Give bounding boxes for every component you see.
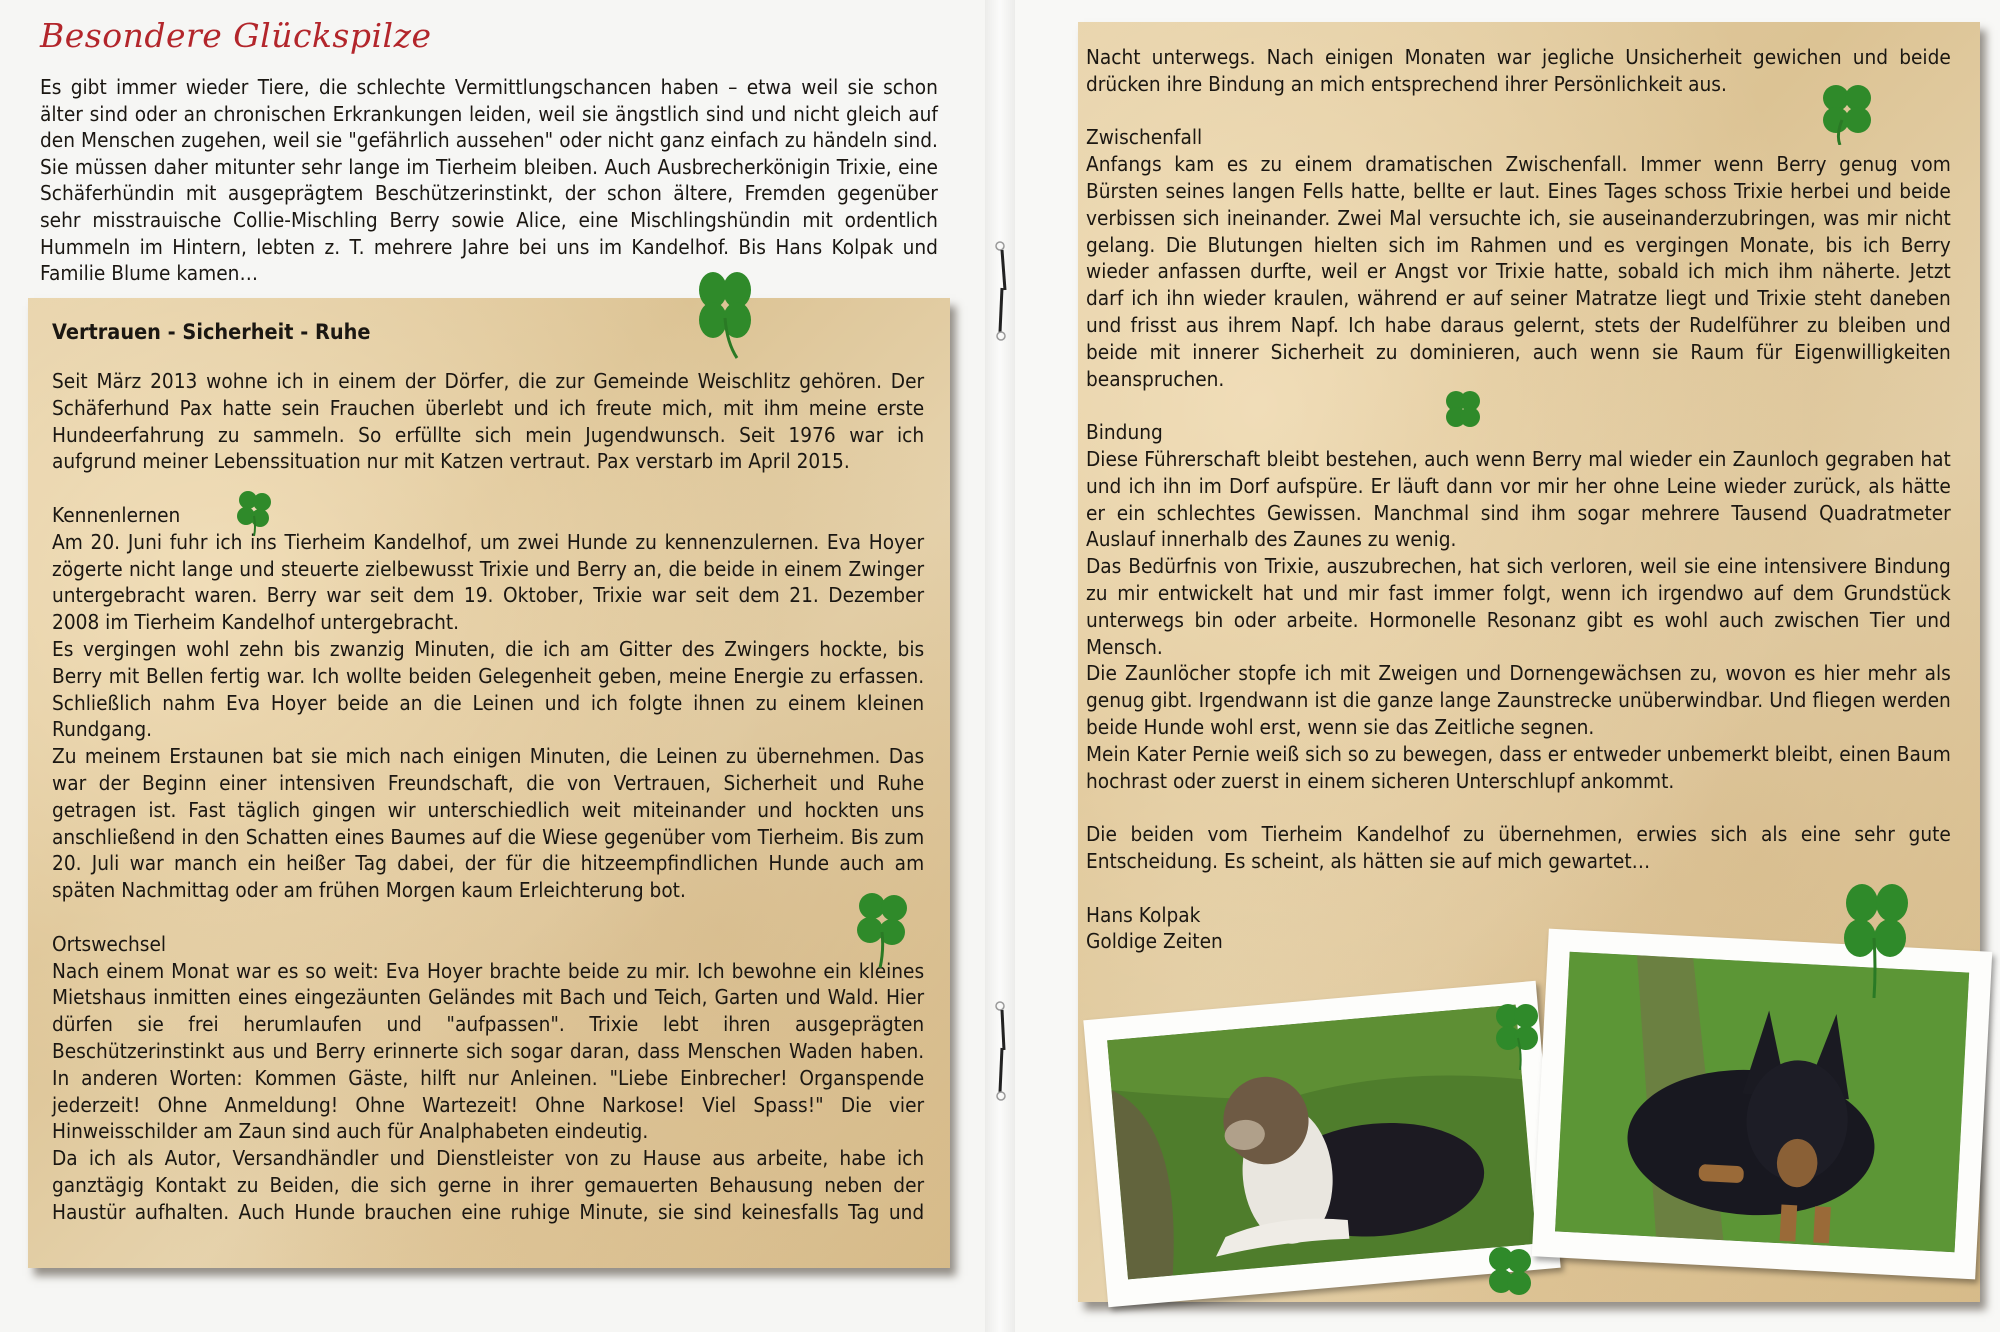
paragraph: Da ich als Autor, Versandhändler und Dienstleister von zu Hause aus arbeite, habe ich ganztägig Kontakt zu Beiden, die sich gerne in ihrer gemauerten Behausung neben der Haustür aufhalten. Auch Hunde brauchen eine ruhige Minute, sie sind keinesfalls Tag und — [52, 1146, 925, 1224]
four-leaf-clover-icon — [848, 888, 918, 968]
paragraph: Nacht unterwegs. Nach einigen Monaten war jegliche Unsicherheit gewichen und beide drücken ihre Bindung an mich entsprechend ihrer Persönlichkeit aus. — [1086, 45, 1951, 96]
four-leaf-clover-icon — [1832, 878, 1922, 998]
section-title-kennenlernen: Kennenlernen — [52, 502, 181, 527]
story-heading: Vertrauen - Sicherheit - Ruhe — [52, 320, 371, 344]
paragraph: Die Zaunlöcher stopfe ich mit Zweigen und Dornengewächsen zu, wovon es hier mehr als genug gibt. Irgendwann ist die ganze lange Zaunstrecke unüberwindbar. Und fliegen werden beide Hunde wohl erst, wenn sie das Zeitliche segnen. — [1086, 661, 1951, 739]
paragraph: Zu meinem Erstaunen bat sie mich nach einigen Minuten, die Leinen zu übernehmen. Das war der Beginn einer intensiven Freundschaft, die von Vertrauen, Sicherheit und Ruhe getragen ist. Fast täglich gingen wir unterschiedlich weit miteinander und hockten uns anschließend in den Schatten eines Baumes auf die Wiese gegenüber vom Tierheim. Bis zum 20. Juli war manch ein heißer Tag dabei, der für die hitzeempfindlichen Hunde auch am späten Nachmittag oder am frühen Morgen kaum Erleichterung bot. — [52, 744, 925, 903]
four-leaf-clover-icon — [1490, 1000, 1545, 1070]
four-leaf-clover-icon — [685, 268, 765, 363]
page-title: Besondere Glückspilze — [40, 16, 432, 55]
paragraph: Seit März 2013 wohne ich in einem der Dörfer, die zur Gemeinde Weischlitz gehören. Der Schäferhund Pax hatte sein Frauchen überlebt und ich freute mich, mit ihm meine erste Hundeerfahrung zu sammeln. So erfüllte sich mein Jugendwunsch. Seit 1976 war ich aufgrund meiner Lebenssituation nur mit Katzen vertraut. Pax verstarb im April 2015. — [52, 369, 925, 474]
story-text-right — [1086, 44, 1951, 955]
dog-photo-collie — [1107, 1005, 1536, 1280]
staple-icon — [990, 240, 1014, 345]
paragraph: Nach einem Monat war es so weit: Eva Hoyer brachte beide zu mir. Ich bewohne ein kleines Mietshaus inmitten eines eingezäunten Geländes mit Bach und Teich, Garten und Wald. Hier dürfen sie frei herumlaufen und "aufpassen". Trixie lebt ihren ausgeprägten Beschützerinstinkt aus und Berry erinnerte sich sogar daran, dass Menschen Waden haben. In anderen Worten: Kommen Gäste, hilft nur Anleinen. "Liebe Einbrecher! Organspende jederzeit! Ohne Anmeldung! Ohne Wartezeit! Ohne Narkose! Viel Spass!" Die vier Hinweisschilder am Zaun sind auch für Analphabeten eindeutig. — [52, 958, 925, 1144]
four-leaf-clover-icon — [1483, 1243, 1538, 1301]
photo-trixie — [1532, 929, 1993, 1280]
section-title-ortswechsel: Ortswechsel — [52, 931, 167, 956]
paragraph: Das Bedürfnis von Trixie, auszubrechen, hat sich verloren, weil sie eine intensivere Bindung zu mir entwickelt hat und mir fast immer folgt, wenn ich irgendwo auf dem Grundstück unterwegs bin oder arbeite. Hormonelle Resonanz gibt es wohl auch zwischen Tier und Mensch. — [1086, 554, 1951, 659]
paragraph: Anfangs kam es zu einem dramatischen Zwischenfall. Immer wenn Berry genug vom Bürsten seines langen Fells hatte, bellte er laut. Eines Tages schoss Trixie herbei und beide verbissen sich ineinander. Zwei Mal versuchte ich, sie auseinanderzubringen, was mir nicht gelang. Die Blutungen hielten sich im Rahmen und es vergingen Monate, bis ich Berry wieder anfassen durfte, weil er Angst vor Trixie hatte, sobald ich mich ihm näherte. Jetzt darf ich ihn wieder kraulen, während er auf seiner Matratze liegt und Trixie steht daneben und frisst aus ihrem Napf. Ich habe daraus gelernt, stets der Rudelführer zu bleiben und beide mit innerer Sicherheit zu dominieren, auch wenn sie Raum für Eigenwilligkeiten beanspruchen. — [1086, 152, 1951, 391]
author-subtitle: Goldige Zeiten — [1086, 929, 1223, 954]
staple-icon — [990, 1000, 1014, 1105]
paragraph: Diese Führerschaft bleibt bestehen, auch wenn Berry mal wieder ein Zaunloch gegraben hat und ich ihn im Dorf aufspüre. Er läuft dann vor mir her ohne Leine wieder zurück, als hätte er ein schlechtes Gewissen. Manchmal sind ihm sogar mehrere Tausend Quadratmeter Auslauf innerhalb des Zaunes zu wenig. — [1086, 446, 1951, 552]
four-leaf-clover-icon — [1812, 80, 1882, 145]
intro-paragraph — [40, 74, 938, 287]
four-leaf-clover-icon — [232, 488, 276, 536]
section-title-zwischenfall: Zwischenfall — [1086, 125, 1203, 150]
paragraph: Es vergingen wohl zehn bis zwanzig Minuten, die ich am Gitter des Zwingers hockte, bis Berry mit Bellen fertig war. Ich wollte beiden Gelegenheit geben, meine Energie zu erfassen. Schließlich nahm Eva Hoyer beide an die Leinen und ich folgte ihnen zu einem kleinen Rundgang. — [52, 636, 925, 742]
story-text-left — [52, 368, 924, 1226]
four-leaf-clover-icon — [1438, 387, 1488, 435]
paragraph: Am 20. Juni fuhr ich ins Tierheim Kandelhof, um zwei Hunde zu kennenzulernen. Eva Hoyer zögerte nicht lange und steuerte zielbewusst Trixie und Berry an, die beide in einem Zwinger untergebracht waren. Berry war seit dem 19. Oktober, Trixie war seit dem 21. Dezember 2008 im Tierheim Kandelhof untergebracht. — [52, 529, 925, 635]
intro-text: Es gibt immer wieder Tiere, die schlechte Vermittlungschancen haben – etwa weil sie schon älter sind oder an chronischen Erkrankungen leiden, weil sie ängstlich sind und nicht gleich auf den Menschen zugehen, weil sie "gefährlich aussehen" oder nicht ganz einfach zu händeln sind. Sie müssen daher mitunter sehr lange im Tierheim bleiben. Auch Ausbrecherkönigin Trixie, eine Schäferhündin mit ausgeprägtem Beschützerinstinkt, der schon ältere, Fremden gegenüber sehr misstrauische Collie-Mischling Berry sowie Alice, eine Mischlingshündin mit ordentlich Hummeln im Hintern, lebten z. T. mehrere Jahre bei uns im Kandelhof. Bis Hans Kolpak und Familie Blume kamen… — [40, 75, 938, 286]
closing-paragraph: Die beiden vom Tierheim Kandelhof zu übernehmen, erwies sich als eine sehr gute Entscheidung. Es scheint, als hätten sie auf mich gewartet… — [1086, 822, 1951, 873]
section-title-bindung: Bindung — [1086, 420, 1163, 445]
paragraph: Mein Kater Pernie weiß sich so zu bewegen, dass er entweder unbemerkt bleibt, einen Baum hochrast oder zuerst in einem sicheren Unterschlupf ankommt. — [1086, 741, 1951, 793]
page-gutter — [985, 0, 1015, 1332]
story-box-left — [28, 298, 950, 1268]
author-name: Hans Kolpak — [1086, 902, 1201, 927]
